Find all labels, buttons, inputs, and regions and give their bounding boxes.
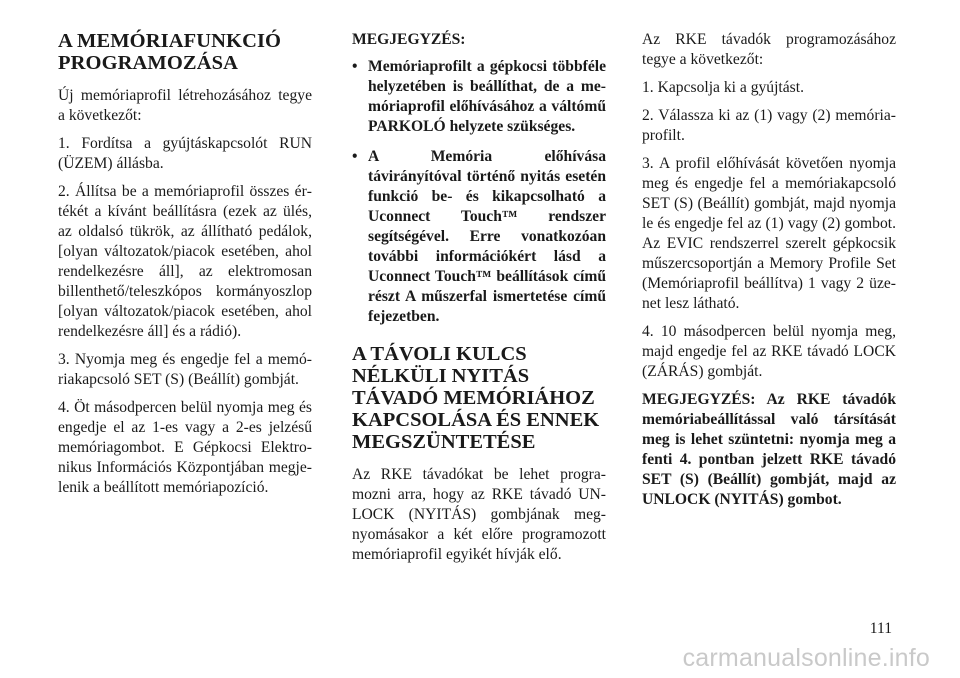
step-4: 4. 10 másodpercen belül nyomja meg, majd engedje fel az RKE távadó LOCK (ZÁRÁS) gombját.	[642, 323, 896, 380]
paragraph: Az RKE távadók programozásához tegye a következőt:	[642, 31, 896, 68]
paragraph: Új memóriaprofil létrehozásához tegye a következőt:	[58, 87, 312, 124]
step-1: 1. Kapcsolja ki a gyújtást.	[642, 79, 804, 96]
section-heading-memory-programming: A MEMÓRIAFUNKCIÓ PROGRAMOZÁSA	[58, 30, 282, 74]
step-3: 3. A profil előhívását követően nyomja meg és engedje fel a memóriakapcsoló SET (S) (Beállít) gombját, majd nyomja le és engedje fel az (1) vagy (2) gombot. Az EVIC rendszerrel szerelt gépkocsik műszercsoportján a Memory Profile Set (Memóriaprofil beállítva) 1 vagy 2 üzenet lesz látható.	[642, 155, 896, 312]
note-bullet-text: A Memória előhívása távirányítóval történő nyitás esetén funkció be- és kikapcsolható a Uconnect Touch™ rendszer segítségével. Erre vonatkozóan további információkért lásd a Uconnect Touch™ beállítások című részt A műszerfal ismertetése című fejezetben.	[368, 148, 606, 325]
step-1: 1. Fordítsa a gyújtáskapcsolót RUN (ÜZEM) állásba.	[58, 135, 312, 172]
step-2: 2. Állítsa be a memóriaprofil összes értékét a kívánt beállításra (ezek az ülés, az oldalsó tükrök, az állítható pedálok, [olyan változatok/piacok esetében, ahol rendelkezésre áll], az elektromosan billenthető/teleszkópos kormányoszlop [olyan változatok/piacok esetében, ahol rendelkezésre áll] és a rádió).	[58, 183, 312, 340]
note-paragraph: MEGJEGYZÉS: Az RKE távadók memóriabeállítással való társítását meg is lehet szüntetni: nyomja meg a fenti 4. pontban jelzett RKE távadó SET (S) (Beállít) gombját, majd az UNLOCK (NYITÁS) gombot.	[642, 391, 896, 508]
page-number: 111	[869, 620, 892, 637]
middle-column	[352, 30, 606, 573]
note-bullet-list	[352, 57, 606, 327]
note-bullet-item	[352, 147, 606, 327]
step-2: 2. Válassza ki az (1) vagy (2) memóriaprofilt.	[642, 107, 896, 144]
section-heading-rke-memory: A TÁVOLI KULCS NÉLKÜLI NYITÁS TÁVADÓ MEMÓRIÁHOZ KAPCSOLÁSA ÉS ENNEK MEGSZÜNTETÉSE	[352, 343, 600, 453]
note-bullet-text: Memóriaprofilt a gépkocsi többféle helyzetében is beállíthat, de a memóriaprofil előhívásához a váltómű PARKOLÓ helyzete szükséges.	[368, 58, 606, 135]
watermark: carmanualsonline.info	[682, 644, 930, 672]
paragraph: Az RKE távadókat be lehet programozni arra, hogy az RKE távadó UNLOCK (NYITÁS) gombjának megnyomásakor a két előre programozott memóriaprofil egyikét hívják elő.	[352, 466, 606, 563]
right-column	[642, 30, 896, 518]
left-column	[58, 30, 312, 506]
note-title: MEGJEGYZÉS:	[352, 31, 466, 48]
step-4: 4. Öt másodpercen belül nyomja meg és engedje el az 1-es vagy a 2-es jelzésű memóriagombot. E Gépkocsi Elektronikus Információs Központjában megjelenik a beállított memóriapozíció.	[58, 399, 312, 496]
bullet-icon: •	[352, 148, 358, 165]
bullet-icon: •	[352, 58, 358, 75]
note-bullet-item	[352, 57, 606, 137]
step-3: 3. Nyomja meg és engedje fel a memóriakapcsoló SET (S) (Beállít) gombját.	[58, 351, 312, 388]
